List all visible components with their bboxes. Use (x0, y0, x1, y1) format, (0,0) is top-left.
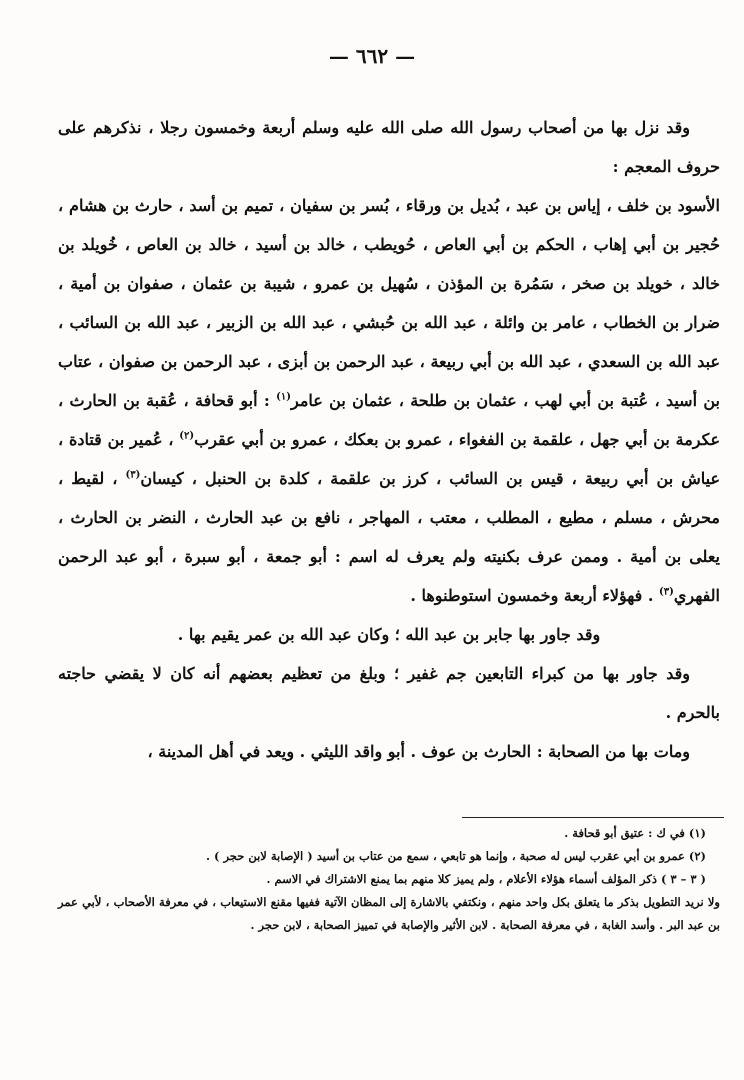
footnote-divider (462, 817, 724, 818)
footnote-marker-3-open: (٣) (125, 469, 141, 481)
intro-paragraph: وقد نزل بها من أصحاب رسول الله صلى الله عليه وسلم أربعة وخمسون رجلا ، نذكرهم على حروف المعجم : (58, 118, 720, 176)
companions-list-part-2: : أبو قحافة ، عُقبة بن الحارث ، عكرمة بن أبي جهل ، علقمة بن الفغواء ، عمرو بن بعكك ، عمرو بن أبي عقرب (58, 391, 720, 449)
companions-list-paragraph (58, 186, 720, 615)
footnotes (58, 822, 720, 937)
companions-list-part-5: . فهؤلاء أربعة وخمسون استوطنوها . (410, 586, 654, 605)
tabiin-paragraph: وقد جاور بها من كبراء التابعين جم غفير ؛ وبلغ من تعظيم بعضهم أنه كان لا يقضي حاجته بالحرم . (58, 664, 720, 722)
footnote-marker-1: (١) (276, 391, 291, 403)
footnote-3-continuation: ولا نريد التطويل بذكر ما يتعلق بكل واحد منهم ، ونكتفي بالاشارة إلى المظان الآتية ففيها مقنع الاستيعاب ، في معرفة الأصحاب ، لأبي عمر بن عبد البر . وأسد الغابة ، في معرفة الصحابة . لابن الأثير والإصابة في تمييز الصحابة ، لابن حجر . (58, 895, 720, 932)
footnote-3: ( ٣ – ٣ ) ذكر المؤلف أسماء هؤلاء الأعلام ، ولم يميز كلا منهم بما يمنع الاشتراك في الاسم . (266, 872, 706, 886)
main-text (58, 108, 720, 771)
footnote-2: (٢) عمرو بن أبي عقرب ليس له صحبة ، وإنما هو تابعي ، سمع من عتاب بن أسيد ( الإصابة لابن حجر ) . (206, 849, 706, 863)
companions-list-part-4: ، لقيط ، محرش ، مسلم ، مطيع ، المطلب ، معتب ، المهاجر ، نافع بن عبد الحارث ، النضر بن الحارث ، يعلى بن أمية . وممن عرف بكنيته ولم يعرف له اسم : أبو جمعة ، أبو سبرة ، أبو عبد الرحمن الفهري (58, 469, 720, 605)
companions-list-part-1: الأسود بن خلف ، إياس بن عبد ، بُديل بن ورقاء ، بُسر بن سفيان ، تميم بن أسد ، حارث بن هشام ، حُجير بن أبي إهاب ، الحكم بن أبي العاص ، حُويطب ، خالد بن أسيد ، خالد بن العاص ، خُويلد بن خالد ، خويلد بن صخر ، سَمُرة بن المؤذن ، سُهيل بن عمرو ، شيبة بن عثمان ، صفوان بن أمية ، ضرار بن الخطاب ، عامر بن وائلة ، عبد الله بن حُبشي ، عبد الله بن الزبير ، عبد الله بن السائب ، عبد الله بن السعدي ، عبد الله بن أبي ربيعة ، عبد الرحمن بن أبزى ، عبد الرحمن بن صفوان ، عتاب بن أسيد ، عُتبة بن أبي لهب ، عثمان بن طلحة ، عثمان بن عامر (58, 196, 721, 410)
page-number: — ٦٦٢ — (328, 44, 416, 68)
footnote-1: (١) في ك : عتيق أبو قحافة . (564, 826, 706, 840)
jabir-paragraph: وقد جاور بها جابر بن عبد الله ؛ وكان عبد الله بن عمر يقيم بها . (177, 625, 601, 644)
footnote-marker-2: (٢) (179, 430, 195, 442)
companions-list-part-3: ، عُمير بن قتادة ، عياش بن أبي ربيعة ، قيس بن السائب ، كرز بن علقمة ، كلدة بن الحنبل ، كيسان (58, 430, 721, 488)
died-there-paragraph: ومات بها من الصحابة : الحارث بن عوف . أبو واقد الليثي . ويعد في أهل المدينة ، (147, 742, 690, 761)
footnote-marker-3-close: (٣) (659, 586, 674, 598)
